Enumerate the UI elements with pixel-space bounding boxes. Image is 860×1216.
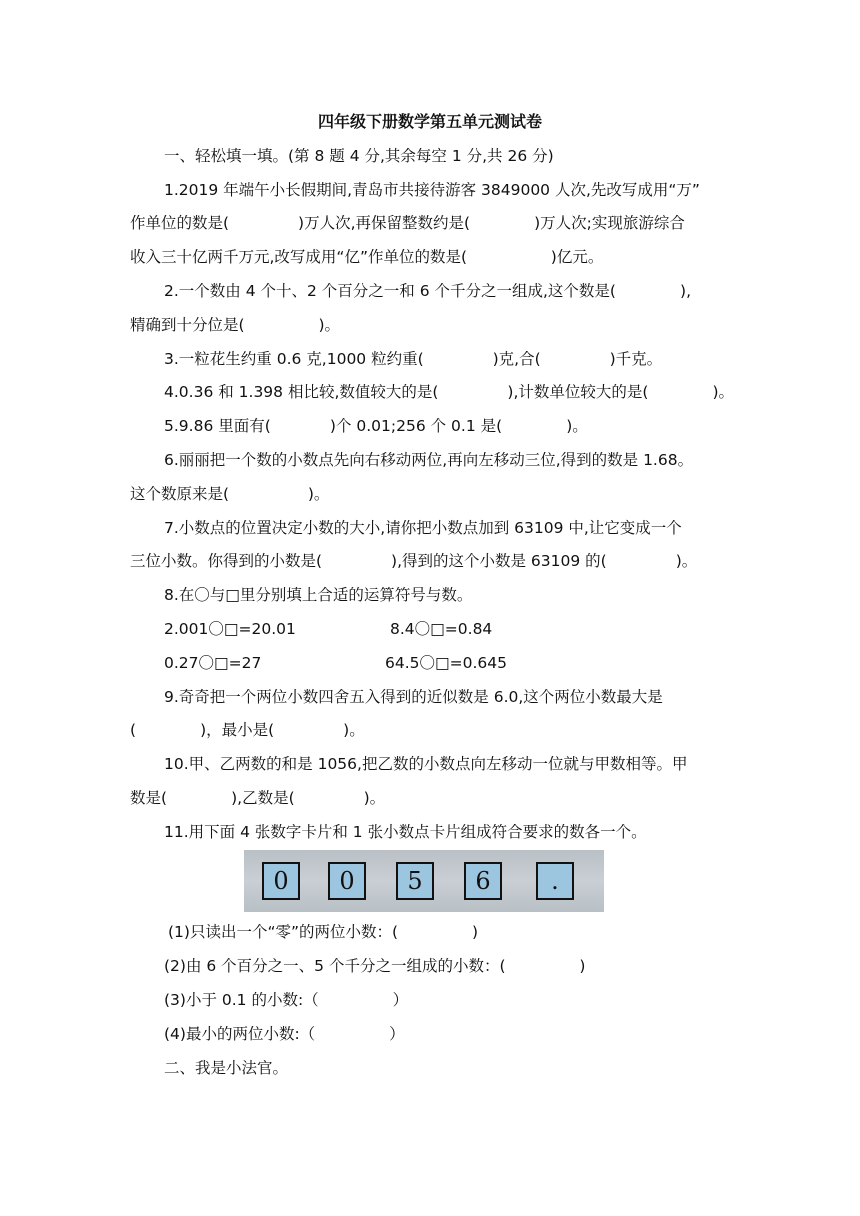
question-5: 5.9.86 里面有( )个 0.01;256 个 0.1 是( )。 xyxy=(164,417,588,435)
decimal-point-card: . xyxy=(536,862,574,900)
question-1-line-1: 1.2019 年端午小长假期间,青岛市共接待游客 3849000 人次,先改写成用“万” xyxy=(164,181,700,199)
question-8-equation-2: 8.4〇□=0.84 xyxy=(390,620,493,638)
section-2-heading: 二、我是小法官。 xyxy=(164,1059,289,1077)
number-card: 6 xyxy=(464,862,502,900)
number-cards-photo xyxy=(244,850,604,912)
question-7-line-2: 三位小数。你得到的小数是( ),得到的这个小数是 63109 的( )。 xyxy=(130,552,698,570)
question-9-line-1: 9.奇奇把一个两位小数四舍五入得到的近似数是 6.0,这个两位小数最大是 xyxy=(164,688,663,706)
question-11-sub-4: (4)最小的两位小数:（ ） xyxy=(164,1025,405,1043)
question-10-line-2: 数是( ),乙数是( )。 xyxy=(130,789,386,807)
question-6-line-2: 这个数原来是( )。 xyxy=(130,485,330,503)
question-6-line-1: 6.丽丽把一个数的小数点先向右移动两位,再向左移动三位,得到的数是 1.68。 xyxy=(164,451,694,469)
question-4: 4.0.36 和 1.398 相比较,数值较大的是( ),计数单位较大的是( )。 xyxy=(164,383,735,401)
question-11: 11.用下面 4 张数字卡片和 1 张小数点卡片组成符合要求的数各一个。 xyxy=(164,823,647,841)
question-8-equation-4: 64.5〇□=0.645 xyxy=(385,654,508,672)
question-11-sub-3: (3)小于 0.1 的小数:（ ） xyxy=(164,991,409,1009)
question-1-line-2: 作单位的数是( )万人次,再保留整数约是( )万人次;实现旅游综合 xyxy=(130,214,685,232)
page-title: 四年级下册数学第五单元测试卷 xyxy=(317,112,542,131)
question-10-line-1: 10.甲、乙两数的和是 1056,把乙数的小数点向左移动一位就与甲数相等。甲 xyxy=(164,755,688,773)
number-card: 5 xyxy=(396,862,434,900)
question-8-equation-3: 0.27〇□=27 xyxy=(164,654,262,672)
question-3: 3.一粒花生约重 0.6 克,1000 粒约重( )克,合( )千克。 xyxy=(164,350,663,368)
section-1-heading: 一、轻松填一填。(第 8 题 4 分,其余每空 1 分,共 26 分) xyxy=(164,147,554,165)
question-2-line-1: 2.一个数由 4 个十、2 个百分之一和 6 个千分之一组成,这个数是( ), xyxy=(164,282,692,300)
question-8: 8.在〇与□里分别填上合适的运算符号与数。 xyxy=(164,586,473,604)
question-2-line-2: 精确到十分位是( )。 xyxy=(130,316,340,334)
question-7-line-1: 7.小数点的位置决定小数的大小,请你把小数点加到 63109 中,让它变成一个 xyxy=(164,519,682,537)
number-card: 0 xyxy=(328,862,366,900)
question-11-sub-2: (2)由 6 个百分之一、5 个千分之一组成的小数：( ) xyxy=(164,957,586,975)
question-11-sub-1: (1)只读出一个“零”的两位小数：( ) xyxy=(168,923,479,941)
question-8-equation-1: 2.001〇□=20.01 xyxy=(164,620,296,638)
question-9-line-2: ( )，最小是( )。 xyxy=(130,721,365,739)
question-1-line-3: 收入三十亿两千万元,改写成用“亿”作单位的数是( )亿元。 xyxy=(130,248,604,266)
number-card: 0 xyxy=(262,862,300,900)
